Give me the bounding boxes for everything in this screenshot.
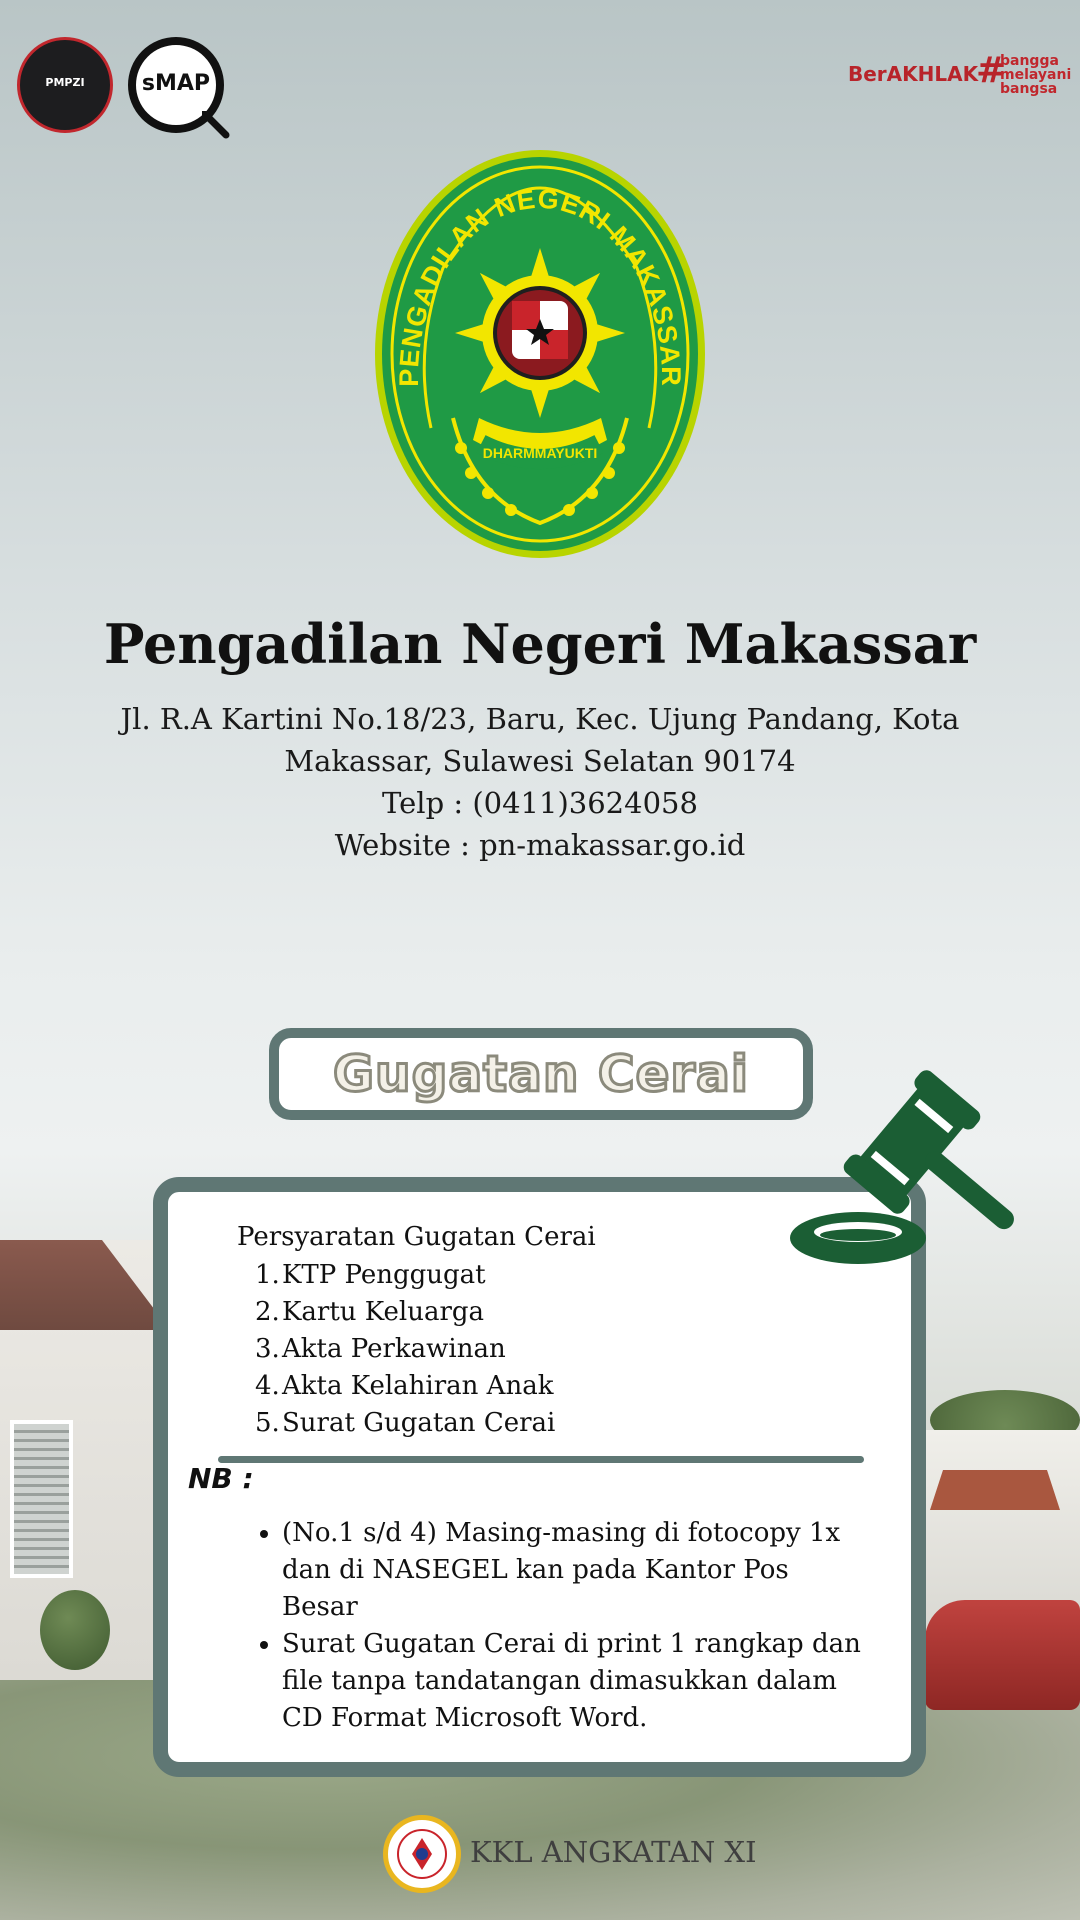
note-item: • (No.1 s/d 4) Masing-masing di fotocopy 1x dan di NASEGEL kan pada Kantor Pos Besar [282,1515,862,1626]
university-seal-icon [388,1820,456,1888]
background-roof-right [930,1470,1060,1510]
svg-text:PENGADILAN NEGERI MAKASSAR: PENGADILAN NEGERI MAKASSAR [393,183,687,387]
background-bush [40,1590,110,1670]
court-emblem [373,148,707,560]
phone-number: Telp : (0411)3624058 [382,786,698,820]
smap-logo: sMAP [128,37,224,133]
list-item: 1. KTP Penggugat [255,1260,486,1290]
background-car [925,1600,1080,1710]
university-logo [383,1815,461,1893]
svg-text:DHARMMAYUKTI: DHARMMAYUKTI [482,445,598,461]
hashtag-icon: # [976,50,1007,91]
section-title: Gugatan Cerai [333,1045,749,1103]
footer-text: KKL ANGKATAN XI [470,1835,757,1869]
page-title: Pengadilan Negeri Makassar [103,612,977,676]
list-item: 4. Akta Kelahiran Anak [255,1371,554,1401]
notes-list [250,1515,862,1737]
background-window [10,1420,73,1578]
magnifier-icon [202,111,232,141]
gavel-icon [790,1070,1020,1270]
divider [218,1456,864,1463]
website: Website : pn-makassar.go.id [334,828,746,862]
requirements-list [255,1257,555,1442]
list-item: 5. Surat Gugatan Cerai [255,1408,556,1438]
note-item: • Surat Gugatan Cerai di print 1 rangkap dan file tanpa tandatangan dimasukkan dalam CD Format Microsoft Word. [282,1626,862,1737]
notes-label: NB : [188,1462,254,1495]
address-line-2: Makassar, Sulawesi Selatan 90174 [284,744,796,778]
berakhlak-logo: BerAKHLAK # bangga melayani bangsa [848,50,1072,97]
address-line-1: Jl. R.A Kartini No.18/23, Baru, Kec. Ujung Pandang, Kota [120,702,960,736]
requirements-heading: Persyaratan Gugatan Cerai [237,1222,596,1252]
section-title-box [269,1028,813,1120]
list-item: 3. Akta Perkawinan [255,1334,506,1364]
pmpzi-logo: PMPZI [17,37,113,133]
list-item: 2. Kartu Keluarga [255,1297,485,1327]
